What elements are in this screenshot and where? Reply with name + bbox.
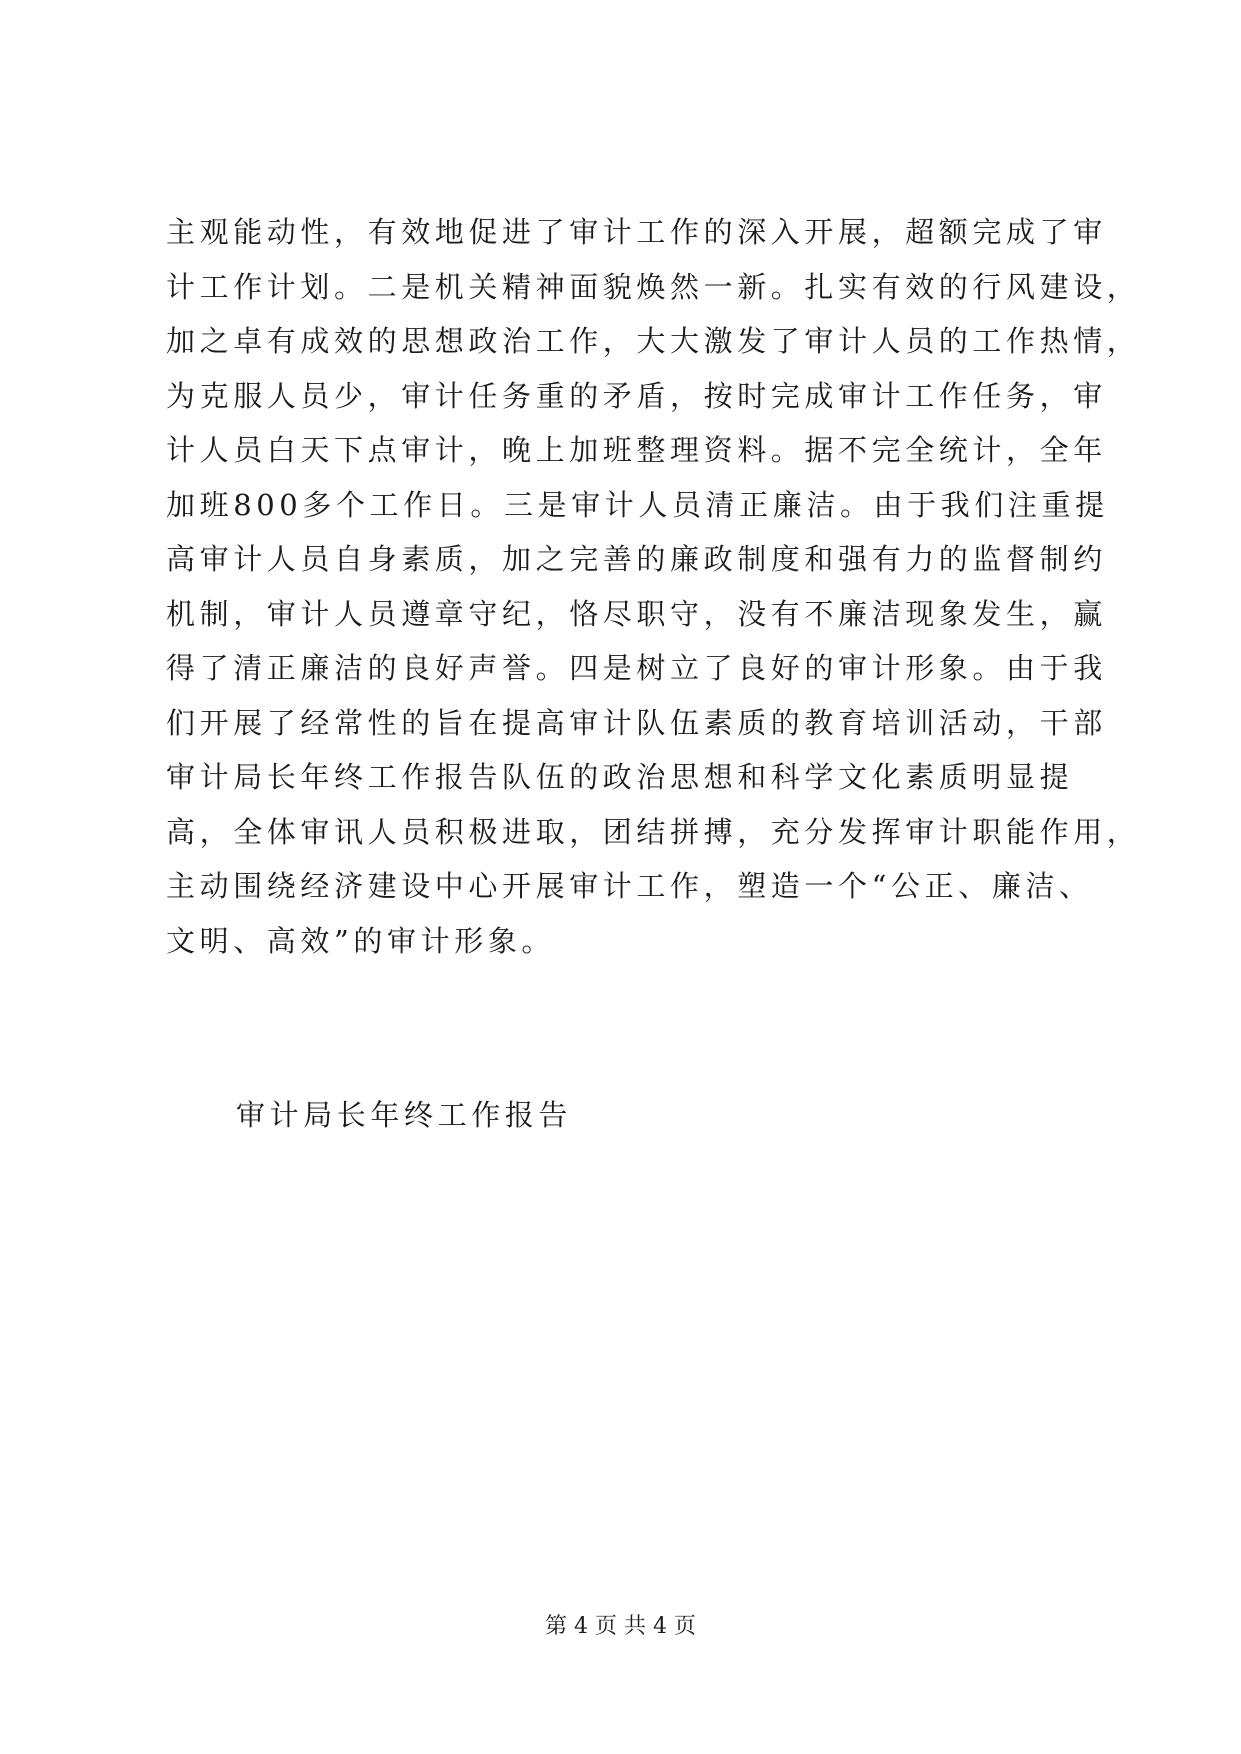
body-line: 高，全体审讯人员积极进取，团结拼搏，充分发挥审计职能作用， (166, 814, 1141, 849)
body-line: 文明、高效”的审计形象。 (166, 923, 556, 958)
body-line: 审计局长年终工作报告队伍的政治思想和科学文化素质明显提 (166, 760, 1074, 794)
body-line: 加班800多个工作日。三是审计人员清正廉洁。由于我们注重提 (166, 487, 1109, 522)
body-line: 计工作计划。二是机关精神面貌焕然一新。扎实有效的行风建设， (166, 269, 1141, 304)
body-line: 得了清正廉洁的良好声誉。四是树立了良好的审计形象。由于我 (166, 651, 1107, 685)
body-line: 为克服人员少，审计任务重的矛盾，按时完成审计工作任务，审 (166, 378, 1107, 413)
page-number-footer: 第 4 页 共 4 页 (545, 1614, 696, 1639)
body-line: 主动围绕经济建设中心开展审计工作，塑造一个“公正、廉洁、 (166, 869, 1093, 903)
body-line: 主观能动性，有效地促进了审计工作的深入开展，超额完成了审 (166, 215, 1107, 249)
body-line: 们开展了经常性的旨在提高审计队伍素质的教育培训活动，干部 (166, 705, 1107, 740)
closing-title: 审计局长年终工作报告 (236, 1098, 573, 1132)
body-line: 高审计人员自身素质，加之完善的廉政制度和强有力的监督制约 (166, 542, 1107, 576)
body-line: 机制，审计人员遵章守纪，恪尽职守，没有不廉洁现象发生，赢 (166, 596, 1107, 631)
body-text (166, 205, 1141, 968)
body-line: 计人员白天下点审计，晚上加班整理资料。据不完全统计，全年 (166, 433, 1107, 467)
body-line: 加之卓有成效的思想政治工作，大大激发了审计人员的工作热情， (166, 324, 1141, 358)
